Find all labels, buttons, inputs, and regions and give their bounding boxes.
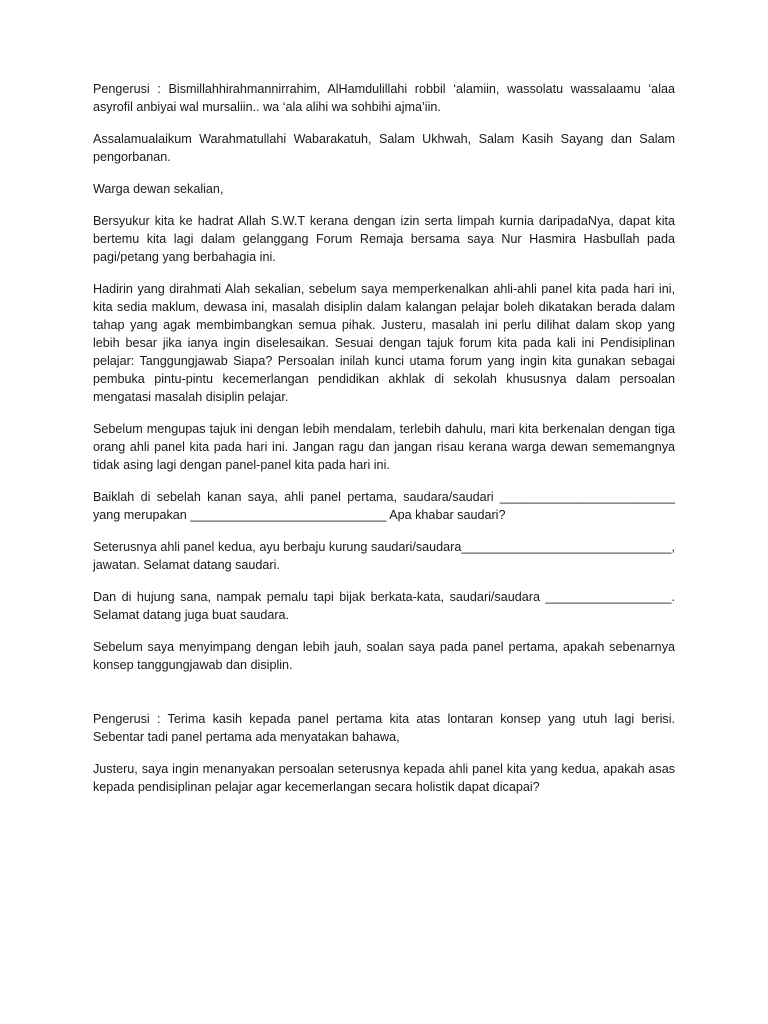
paragraph-opening-prayer: Pengerusi : Bismillahhirahmannirrahim, AlHamdulillahi robbil ‘alamiin, wassolatu wassalaamu ‘alaa asyrofil anbiyai wal mursaliin.. wa ‘ala alihi wa sohbihi ajma’iin.: [93, 82, 675, 114]
document-page: [93, 80, 675, 810]
paragraph-second-question: Justeru, saya ingin menanyakan persoalan seterusnya kepada ahli panel kita yang kedua, apakah asas kepada pendisiplinan pelajar agar kecemerlangan secara holistik dapat dicapai?: [93, 762, 675, 794]
paragraph-panel-intro: Sebelum mengupas tajuk ini dengan lebih mendalam, terlebih dahulu, mari kita berkenalan dengan tiga orang ahli panel kita pada hari ini. Jangan ragu dan jangan risau kerana warga dewan sememangnya tidak asing lagi dengan panel-panel kita pada hari ini.: [93, 422, 675, 472]
paragraph-introduction: Hadirin yang dirahmati Alah sekalian, sebelum saya memperkenalkan ahli-ahli panel kita pada hari ini, kita sedia maklum, dewasa ini, masalah disiplin dalam kalangan pelajar boleh dikatakan berada dalam tahap yang agak membimbangkan semua pihak. Justeru, masalah ini perlu dilihat dalam skop yang lebih besar jika ianya ingin diselesaikan. Sesuai dengan tajuk forum kita pada kali ini Pendisiplinan pelajar: Tanggungjawab Siapa? Persoalan inilah kunci utama forum yang ingin kita gunakan sebagai pembuka pintu-pintu kecemerlangan pendidikan akhlak di sekolah khususnya dalam persoalan mengatasi masalah disiplin pelajar.: [93, 282, 675, 404]
paragraph-address: Warga dewan sekalian,: [93, 182, 224, 196]
paragraph-gratitude: Bersyukur kita ke hadrat Allah S.W.T kerana dengan izin serta limpah kurnia daripadaNya, dapat kita bertemu kita lagi dalam gelanggang Forum Remaja bersama saya Nur Hasmira Hasbullah pada pagi/petang yang berbahagia ini.: [93, 214, 675, 264]
paragraph-first-question: Sebelum saya menyimpang dengan lebih jauh, soalan saya pada panel pertama, apakah sebenarnya konsep tanggungjawab dan disiplin.: [93, 640, 675, 672]
paragraph-panel-third: Dan di hujung sana, nampak pemalu tapi bijak berkata-kata, saudari/saudara __________________. Selamat datang juga buat saudara.: [93, 590, 675, 622]
paragraph-greeting: Assalamualaikum Warahmatullahi Wabarakatuh, Salam Ukhwah, Salam Kasih Sayang dan Salam pengorbanan.: [93, 132, 675, 164]
paragraph-panel-first: Baiklah di sebelah kanan saya, ahli panel pertama, saudara/saudari _________________________ yang merupakan ____________________________ Apa khabar saudari?: [93, 490, 675, 522]
paragraph-panel-second: Seterusnya ahli panel kedua, ayu berbaju kurung saudari/saudara______________________________, jawatan. Selamat datang saudari.: [93, 540, 675, 572]
paragraph-chair-response: Pengerusi : Terima kasih kepada panel pertama kita atas lontaran konsep yang utuh lagi berisi. Sebentar tadi panel pertama ada menyatakan bahawa,: [93, 712, 675, 744]
